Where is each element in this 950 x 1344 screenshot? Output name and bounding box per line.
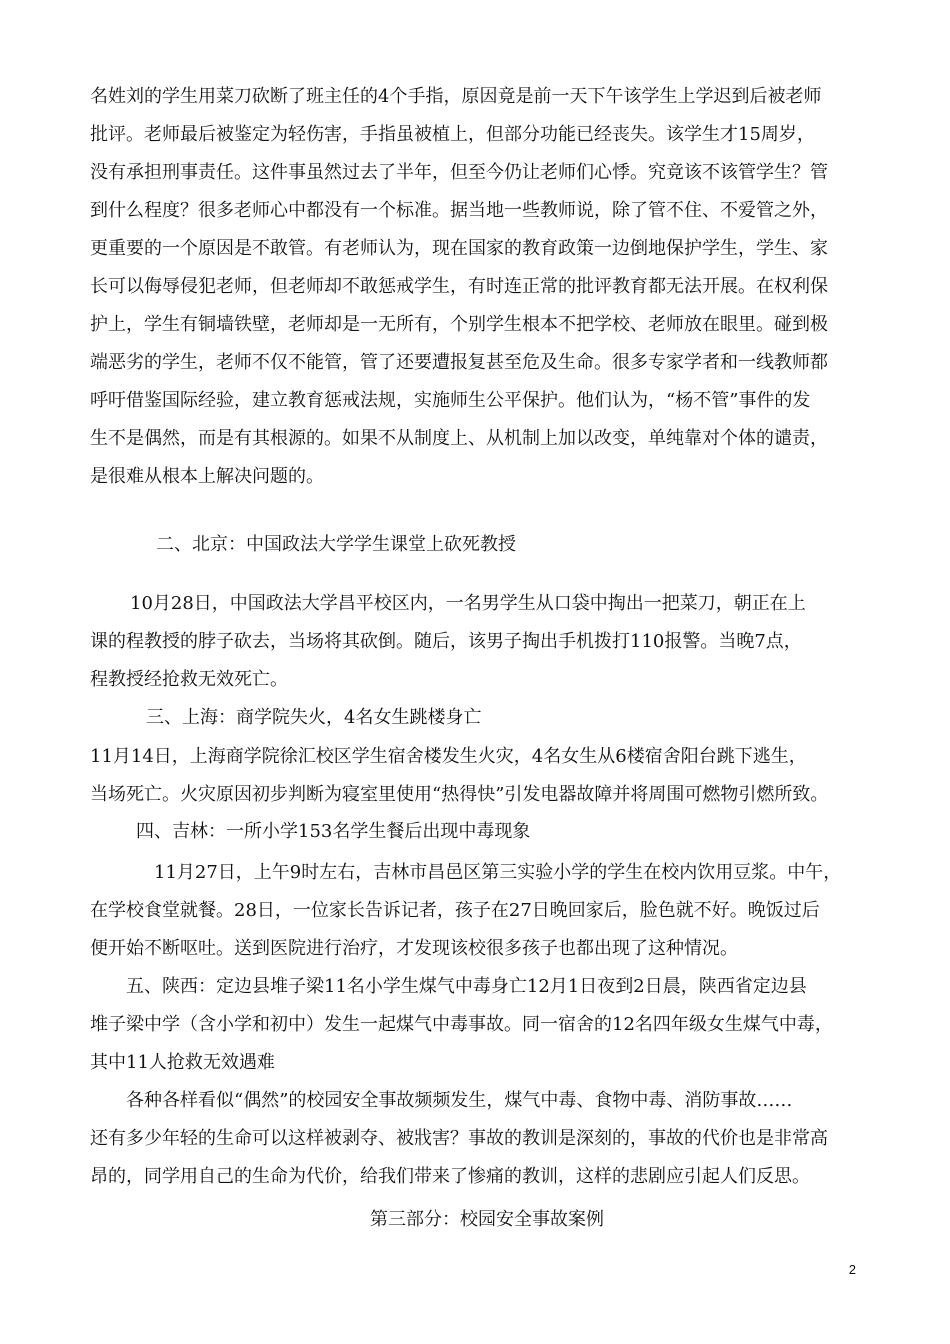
text-line: 生不是偶然，而是有其根源的。如果不从制度上、从机制上加以改变，单纯靠对个体的谴责， <box>90 428 828 449</box>
text-line: 各种各样看似“偶然”的校园安全事故频频发生，煤气中毒、食物中毒、消防事故…… <box>126 1090 793 1111</box>
text-line: 名姓刘的学生用菜刀砍断了班主任的4个手指，原因竟是前一天下午该学生上学迟到后被老师 <box>90 86 822 107</box>
text-line: 没有承担刑事责任。这件事虽然过去了半年，但至今仍让老师们心悸。究竟该不该管学生？管 <box>90 162 828 183</box>
text-line: 护上，学生有铜墙铁壁，老师却是一无所有，个别学生根本不把学校、老师放在眼里。碰到极 <box>90 314 828 335</box>
text-line: 11月27日，上午9时左右，吉林市昌邑区第三实验小学的学生在校内饮用豆浆。中午， <box>154 862 842 883</box>
paragraph-jilin <box>90 854 890 968</box>
text-line: 堆子梁中学（含小学和初中）发生一起煤气中毒事故。同一宿舍的12名四年级女生煤气中毒， <box>90 1014 833 1035</box>
heading-shanghai: 三、上海：商学院失火，4名女生跳楼身亡 <box>146 707 482 728</box>
text-line: 是很难从根本上解决问题的。 <box>90 466 324 487</box>
heading-jilin: 四、吉林：一所小学153名学生餐后出现中毒现象 <box>136 821 531 842</box>
text-line: 其中11人抢救无效遇难 <box>90 1052 275 1073</box>
text-line: 端恶劣的学生，老师不仅不能管，管了还要遭报复甚至危及生命。很多专家学者和一线教师都 <box>90 352 828 373</box>
text-line: 程教授经抢救无效死亡。 <box>90 669 288 690</box>
paragraph-reflection <box>90 1082 890 1196</box>
text-line: 到什么程度？很多老师心中都没有一个标准。据当地一些教师说，除了管不住、不爱管之外， <box>90 200 828 221</box>
text-line: 在学校食堂就餐。28日，一位家长告诉记者，孩子在27日晚回家后，脸色就不好。晚饭过后 <box>90 900 820 921</box>
heading-beijing: 二、北京：中国政法大学学生课堂上砍死教授 <box>156 534 516 555</box>
text-line: 11月14日，上海商学院徐汇校区学生宿舍楼发生火灾，4名女生从6楼宿舍阳台跳下逃生， <box>90 746 807 767</box>
paragraph-shanghai <box>90 738 890 814</box>
paragraph-beijing <box>90 585 890 699</box>
text-line: 批评。老师最后被鉴定为轻伤害，手指虽被植上，但部分功能已经丧失。该学生才15周岁， <box>90 124 815 145</box>
text-line: 五、陕西：定边县堆子梁11名小学生煤气中毒身亡12月1日夜到2日晨，陕西省定边县 <box>126 976 807 997</box>
text-line: 长可以侮辱侵犯老师，但老师却不敢惩戒学生，有时连正常的批评教育都无法开展。在权利保 <box>90 276 828 297</box>
text-line: 呼吁借鉴国际经验，建立教育惩戒法规，实施师生公平保护。他们认为，“杨不管”事件的发 <box>90 390 811 411</box>
paragraph-shaanxi <box>90 968 890 1082</box>
text-line: 课的程教授的脖子砍去，当场将其砍倒。随后，该男子掏出手机拨打110报警。当晚7点， <box>90 631 802 652</box>
section-title: 第三部分：校园安全事故案例 <box>370 1209 604 1230</box>
paragraph-case-continued <box>90 78 890 496</box>
text-line: 当场死亡。火灾原因初步判断为寝室里使用“热得快”引发电器故障并将周围可燃物引燃所致。 <box>90 784 829 805</box>
text-line: 昂的，同学用自己的生命为代价，给我们带来了惨痛的教训，这样的悲剧应引起人们反思。 <box>90 1166 810 1187</box>
text-line: 更重要的一个原因是不敢管。有老师认为，现在国家的教育政策一边倒地保护学生，学生、家 <box>90 238 828 259</box>
text-line: 还有多少年轻的生命可以这样被剥夺、被戕害？事故的教训是深刻的，事故的代价也是非常高 <box>90 1128 828 1149</box>
text-line: 便开始不断呕吐。送到医院进行治疗，才发现该校很多孩子也都出现了这种情况。 <box>90 938 738 959</box>
page-number: 2 <box>848 1262 856 1277</box>
text-line: 10月28日，中国政法大学昌平校区内，一名男学生从口袋中掏出一把菜刀，朝正在上 <box>130 593 806 614</box>
